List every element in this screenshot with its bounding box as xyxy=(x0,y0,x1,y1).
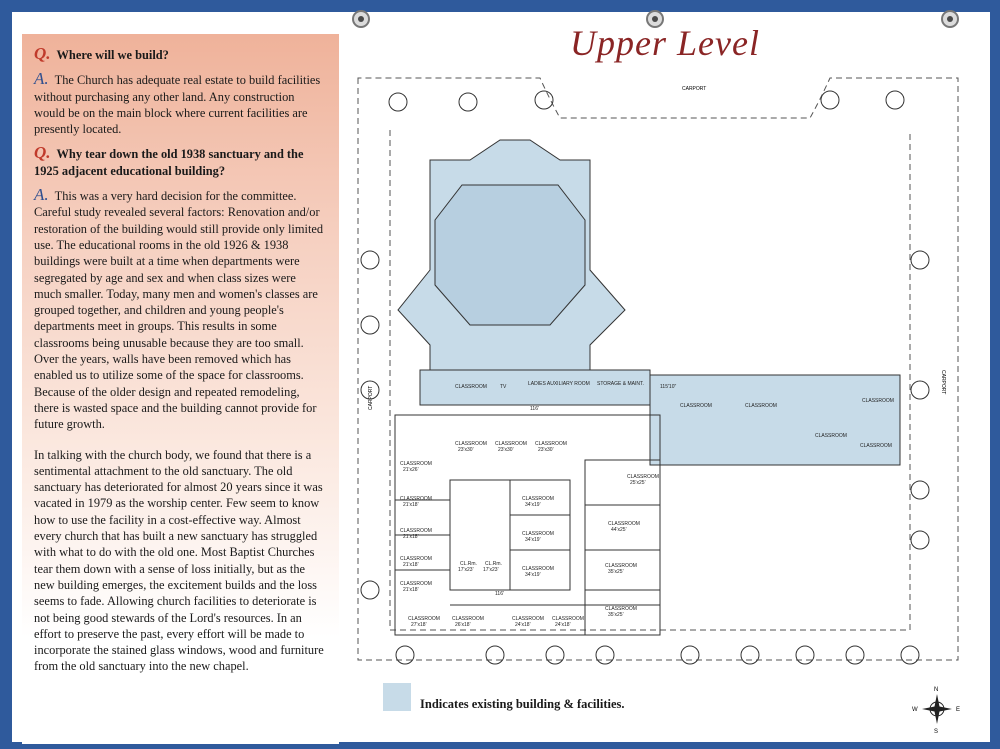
room-label: CLASSROOM xyxy=(495,441,527,447)
room-label: CLASSROOM xyxy=(860,443,892,449)
room-dimension: 17'x23' xyxy=(483,567,499,573)
room-label: CLASSROOM xyxy=(522,566,554,572)
room-label: CLASSROOM xyxy=(400,556,432,562)
compass-rose-icon xyxy=(912,684,962,734)
floor-plan xyxy=(350,70,970,670)
answer-2-continued: In talking with the church body, we found that there is a sentimental attachment to the old sanctuary. The old sanctuary has deteriorated for almost 20 years since it was vacated in 1979 as the worship center. Few seem to know how to use the facility in a cost-effective way. Almost every church that has built a new sanctuary has struggled with what to do with the old one. Most Baptist Churches tear them down with a sense of loss initially, but as the new building emerges, the excitement builds and the loss seems to fade. Allowing church facilities to deteriorate is not being good stewards of the Lord's resources. In an effort to preserve the past, every effort will be made to incorporate the stained glass windows, wood and furniture from the old sanctuary into the new chapel. xyxy=(34,447,324,674)
room-label: STORAGE & MAINT. xyxy=(597,381,644,387)
room-label: CLASSROOM xyxy=(627,474,659,480)
answer-text: The Church has adequate real estate to build facilities without purchasing any other land. Any construction would be on the main block where current facilities are presently located. xyxy=(34,73,321,137)
room-label: CLASSROOM xyxy=(408,616,440,622)
room-dimension: 21'x18' xyxy=(403,562,419,568)
answer-2 xyxy=(34,187,326,432)
room-label: TV xyxy=(500,384,507,390)
room-dimension: 17'x23' xyxy=(458,567,474,573)
room-dimension: 24'x18' xyxy=(515,622,531,628)
room-label: CLASSROOM xyxy=(605,606,637,612)
room-dimension: 21'x26' xyxy=(403,467,419,473)
room-label: CLASSROOM xyxy=(455,441,487,447)
room-dimension: 27'x18' xyxy=(411,622,427,628)
room-dimension: 21'x18' xyxy=(403,502,419,508)
room-dimension: 21'x18' xyxy=(403,534,419,540)
carport-top-label: CARPORT xyxy=(682,86,707,92)
question-2 xyxy=(34,145,326,179)
legend-label: Indicates existing building & facilities. xyxy=(420,697,625,711)
answer-mark-icon: A. xyxy=(34,69,49,89)
room-label: CLASSROOM xyxy=(400,528,432,534)
existing-legend-swatch xyxy=(383,683,411,711)
room-dimension: 44'x25' xyxy=(611,527,627,533)
question-text: Why tear down the old 1938 sanctuary and the 1925 adjacent educational building? xyxy=(34,147,304,178)
room-label: CLASSROOM xyxy=(535,441,567,447)
room-label: CLASSROOM xyxy=(745,403,777,409)
carport-right-label: CARPORT xyxy=(940,370,946,395)
room-label: CLASSROOM xyxy=(455,384,487,390)
compass-south: S xyxy=(934,729,939,734)
binder-hole xyxy=(941,10,959,28)
room-dimension: 23'x30' xyxy=(498,447,514,453)
room-dimension: 34'x19' xyxy=(525,502,541,508)
room-dimension: 24'x18' xyxy=(555,622,571,628)
room-label: CLASSROOM xyxy=(862,398,894,404)
room-dimension: 35'x25' xyxy=(608,612,624,618)
room-label: CLASSROOM xyxy=(680,403,712,409)
room-label: CL.Rm. xyxy=(485,561,502,567)
room-dimension: 26'x18' xyxy=(455,622,471,628)
room-dimension: 34'x19' xyxy=(525,572,541,578)
dimension-label: 116' xyxy=(530,406,539,412)
room-label: CLASSROOM xyxy=(552,616,584,622)
room-dimension: 23'x30' xyxy=(458,447,474,453)
room-label: CLASSROOM xyxy=(522,531,554,537)
room-label: CLASSROOM xyxy=(608,521,640,527)
room-dimension: 21'x18' xyxy=(403,587,419,593)
room-dimension: 35'x25' xyxy=(608,569,624,575)
room-label: LADIES AUXILIARY ROOM xyxy=(528,381,590,387)
room-label: CL.Rm. xyxy=(460,561,477,567)
binder-hole xyxy=(352,10,370,28)
question-1 xyxy=(34,46,326,63)
answer-1 xyxy=(34,71,326,137)
answer-text: This was a very hard decision for the committee. Careful study revealed several factors: Renovation and/or restoration of the building would still provide only limited use. The educational rooms in the old 1926 & 1938 buildings were built at a time when departments were segregated by age and sex and when class sizes were much smaller. Today, many men and women's classes are grouped together, and children and young people's departments meet in groups. This results in some classrooms being unusable because they are too small. Over the years, walls have been removed which has enabled us to utilize some of the space for classrooms. Because of the older design and repeated remodeling, there is wasted space and the building cannot provide for future growth. xyxy=(34,189,324,432)
answer-mark-icon: A. xyxy=(34,185,49,205)
question-mark-icon: Q. xyxy=(34,44,51,63)
carport-left-label: CARPORT xyxy=(368,385,374,410)
room-label: CLASSROOM xyxy=(400,461,432,467)
question-mark-icon: Q. xyxy=(34,143,51,163)
dimension-label: 116' xyxy=(495,591,504,597)
dimension-label: 115'10" xyxy=(660,384,677,390)
room-label: CLASSROOM xyxy=(400,581,432,587)
room-dimension: 34'x19' xyxy=(525,537,541,543)
compass-north: N xyxy=(934,687,939,693)
page-title: Upper Level xyxy=(570,23,760,63)
room-dimension: 25'x25' xyxy=(630,480,646,486)
room-label: CLASSROOM xyxy=(400,496,432,502)
qa-section xyxy=(34,46,326,683)
compass-east: E xyxy=(956,707,961,713)
existing-sanctuary xyxy=(398,140,900,465)
room-label: CLASSROOM xyxy=(512,616,544,622)
question-text: Where will we build? xyxy=(56,48,169,62)
room-label: CLASSROOM xyxy=(605,563,637,569)
room-label: CLASSROOM xyxy=(452,616,484,622)
room-label: CLASSROOM xyxy=(522,496,554,502)
compass-west: W xyxy=(912,707,918,713)
room-label: CLASSROOM xyxy=(815,433,847,439)
room-dimension: 23'x30' xyxy=(538,447,554,453)
